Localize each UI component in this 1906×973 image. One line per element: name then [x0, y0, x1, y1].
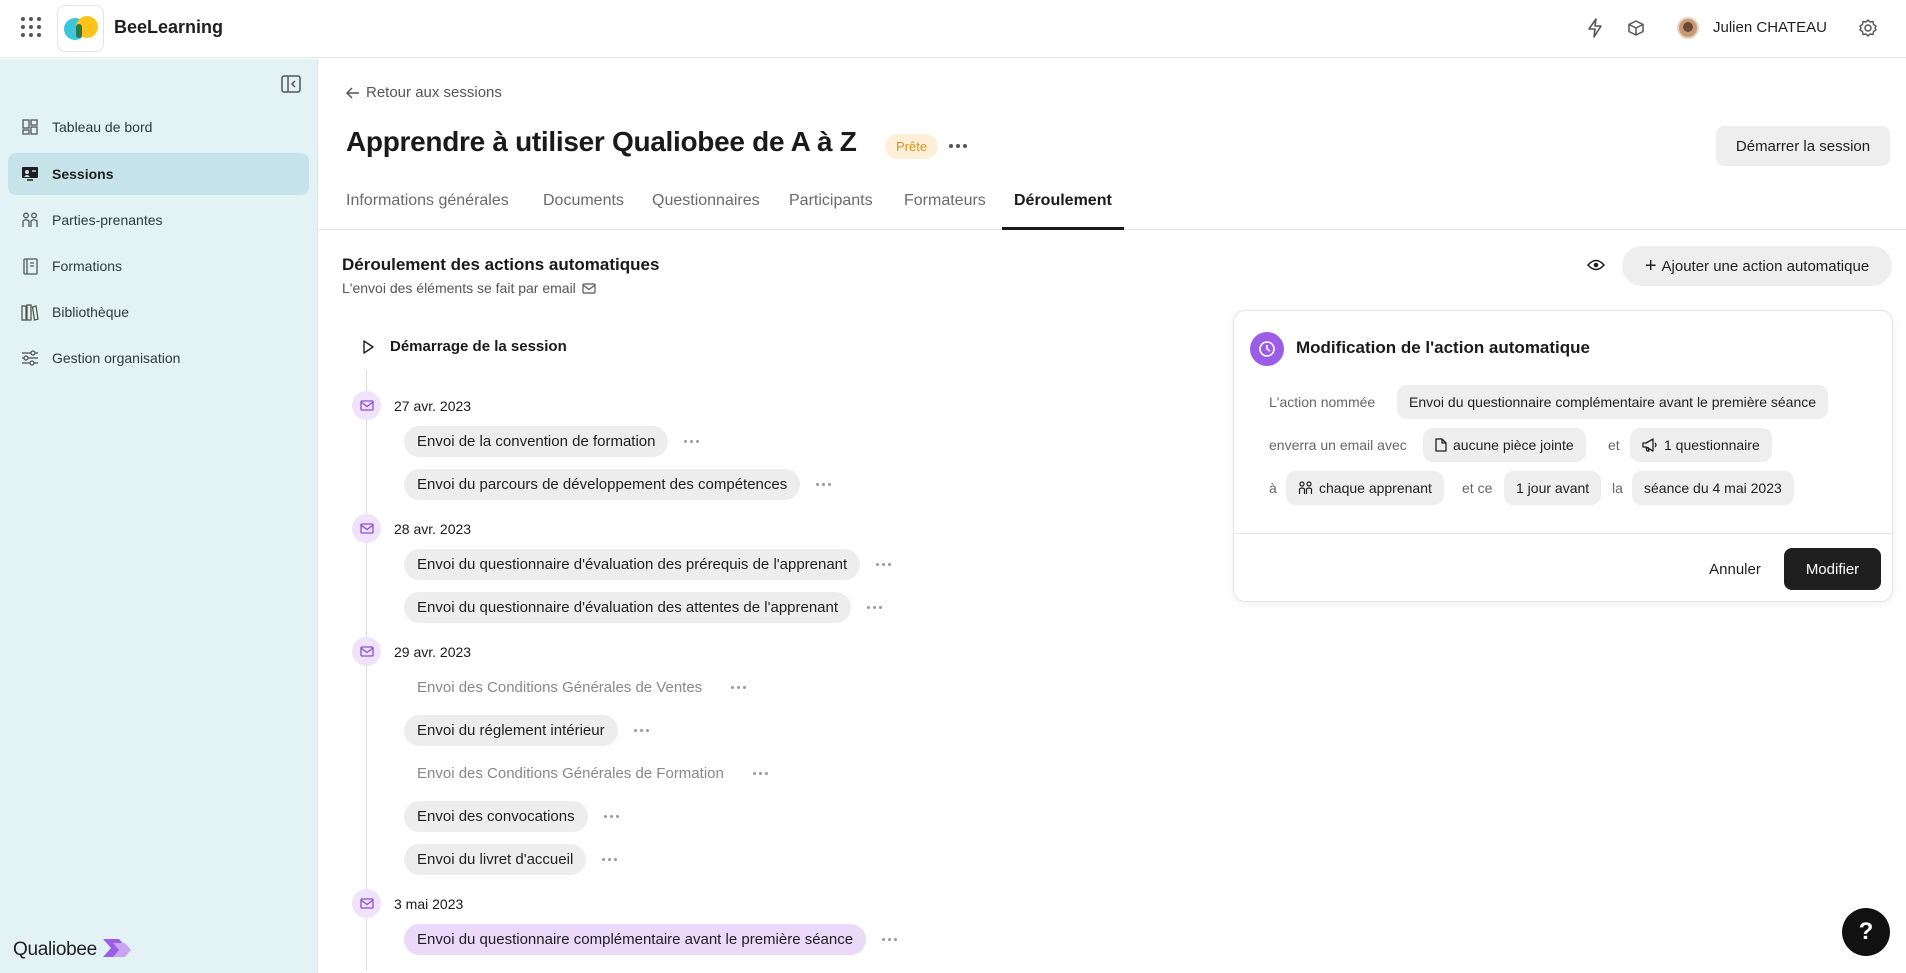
back-to-sessions-link[interactable] — [346, 84, 502, 101]
start-session-button[interactable]: Démarrer la session — [1716, 126, 1890, 166]
library-icon — [21, 303, 39, 321]
and-this-label: et ce — [1462, 480, 1493, 496]
list-item — [404, 758, 772, 789]
list-item — [404, 426, 703, 457]
and-label: et — [1608, 437, 1620, 453]
timeline-date-row — [352, 889, 463, 918]
brand-logo — [13, 937, 135, 962]
tab-trainers[interactable]: Formateurs — [904, 192, 986, 209]
session-selector[interactable]: séance du 4 mai 2023 — [1632, 471, 1794, 505]
tab-general-info[interactable]: Informations générales — [346, 192, 509, 209]
timeline-date-row — [352, 514, 471, 543]
sidebar-collapse-icon[interactable] — [281, 75, 301, 93]
more-options-icon[interactable] — [600, 811, 623, 822]
questionnaire-selector[interactable] — [1630, 428, 1772, 462]
lightning-icon[interactable] — [1583, 16, 1607, 40]
mail-icon — [352, 514, 381, 543]
timeline-line — [366, 370, 367, 970]
brand-mark-icon — [101, 937, 135, 962]
action-chip[interactable]: Envoi du questionnaire d'évaluation des prérequis de l'apprenant — [404, 549, 860, 580]
more-options-icon[interactable] — [872, 559, 895, 570]
sidebar-item-stakeholders[interactable] — [8, 199, 309, 241]
more-options-icon[interactable] — [598, 854, 621, 865]
people-icon — [21, 211, 39, 229]
panel-title: Modification de l'action automatique — [1296, 338, 1590, 357]
status-badge: Prête — [885, 134, 938, 159]
page-title: Apprendre à utiliser Qualiobee de A à Z — [346, 126, 857, 157]
tab-bar — [318, 178, 1906, 230]
timeline-start-label: Démarrage de la session — [390, 338, 567, 355]
recipient-selector[interactable] — [1286, 471, 1444, 505]
action-chip[interactable]: Envoi du parcours de développement des compétences — [404, 469, 800, 500]
section-subtitle — [342, 280, 596, 296]
list-item — [404, 592, 886, 623]
play-icon — [360, 339, 376, 355]
file-icon — [1435, 438, 1447, 452]
section-title: Déroulement des actions automatiques — [342, 255, 660, 274]
more-options-icon[interactable] — [878, 934, 901, 945]
action-chip[interactable]: Envoi des convocations — [404, 801, 588, 832]
tab-participants[interactable]: Participants — [789, 192, 873, 209]
sidebar-item-label: Formations — [52, 258, 123, 274]
sidebar-item-label: Tableau de bord — [52, 119, 153, 135]
megaphone-icon — [1642, 438, 1658, 452]
action-chip[interactable]: Envoi des Conditions Générales de Ventes — [417, 679, 703, 696]
more-options-icon[interactable] — [947, 136, 969, 156]
list-item — [404, 844, 621, 875]
more-options-icon[interactable] — [727, 682, 750, 693]
tab-schedule[interactable]: Déroulement — [1002, 192, 1124, 230]
action-chip[interactable]: Envoi du questionnaire d'évaluation des attentes de l'apprenant — [404, 592, 851, 623]
box-icon[interactable] — [1624, 16, 1648, 40]
panel-divider — [1234, 533, 1894, 534]
avatar[interactable] — [1677, 17, 1699, 39]
tab-questionnaires[interactable]: Questionnaires — [652, 192, 760, 209]
timeline-date: 29 avr. 2023 — [394, 643, 472, 660]
timeline-start[interactable] — [360, 338, 567, 355]
mail-icon — [582, 283, 596, 294]
eye-icon[interactable] — [1585, 254, 1607, 276]
sidebar-item-label: Parties-prenantes — [52, 212, 163, 228]
action-chip-selected[interactable]: Envoi du questionnaire complémentaire avant le première séance — [404, 924, 866, 955]
more-options-icon[interactable] — [863, 602, 886, 613]
people-icon — [1298, 481, 1313, 495]
edit-action-panel — [1233, 310, 1893, 602]
sidebar — [0, 59, 318, 973]
sidebar-item-dashboard[interactable] — [8, 106, 309, 148]
timeline-date: 28 avr. 2023 — [394, 520, 472, 537]
list-item — [404, 801, 623, 832]
action-chip[interactable]: Envoi des Conditions Générales de Formation — [417, 765, 724, 782]
list-item — [404, 469, 835, 500]
timeline-date: 3 mai 2023 — [394, 895, 464, 912]
timeline-date-row — [352, 637, 471, 666]
user-name[interactable]: Julien CHATEAU — [1713, 19, 1827, 36]
named-label: L'action nommée — [1269, 394, 1376, 410]
mail-icon — [352, 391, 381, 420]
sidebar-item-organisation[interactable] — [8, 337, 309, 379]
recipient-value: chaque apprenant — [1319, 480, 1432, 496]
presentation-icon — [21, 165, 39, 183]
sidebar-item-label: Gestion organisation — [52, 350, 181, 366]
action-chip[interactable]: Envoi de la convention de formation — [404, 426, 668, 457]
list-item — [404, 549, 895, 580]
back-label: Retour aux sessions — [366, 84, 502, 101]
app-name: BeeLearning — [114, 17, 224, 37]
add-action-label: Ajouter une action automatique — [1661, 257, 1870, 275]
plus-icon: + — [1644, 255, 1657, 277]
list-item — [404, 715, 653, 746]
list-item — [404, 924, 901, 955]
arrow-left-icon — [346, 87, 360, 99]
email-label: enverra un email avec — [1269, 437, 1407, 453]
sidebar-item-sessions[interactable] — [8, 153, 309, 195]
more-options-icon[interactable] — [630, 725, 653, 736]
section-subtitle-text: L'envoi des éléments se fait par email — [342, 280, 576, 296]
attachment-value: aucune pièce jointe — [1453, 437, 1574, 453]
more-options-icon[interactable] — [749, 768, 772, 779]
sidebar-item-label: Bibliothèque — [52, 304, 130, 320]
top-bar — [0, 0, 1906, 58]
questionnaire-value: 1 questionnaire — [1664, 437, 1760, 453]
action-chip[interactable]: Envoi du livret d'accueil — [404, 844, 586, 875]
attachment-selector[interactable] — [1423, 428, 1586, 462]
sidebar-item-library[interactable] — [8, 291, 309, 333]
timeline-date-row — [352, 391, 471, 420]
timeline-date: 27 avr. 2023 — [394, 397, 472, 414]
help-button[interactable]: ? — [1842, 908, 1890, 956]
sidebar-item-trainings[interactable] — [8, 245, 309, 287]
mail-icon — [352, 889, 381, 918]
action-chip[interactable]: Envoi du réglement intérieur — [404, 715, 618, 746]
sidebar-item-label: Sessions — [52, 166, 114, 182]
add-automatic-action-button[interactable] — [1622, 246, 1892, 286]
action-name-field[interactable]: Envoi du questionnaire complémentaire avant le première séance — [1397, 385, 1828, 419]
dashboard-icon — [21, 118, 39, 136]
mail-icon — [352, 637, 381, 666]
to-label: à — [1269, 480, 1277, 496]
list-item — [404, 672, 750, 703]
apps-grid-icon[interactable] — [21, 17, 41, 37]
cancel-button[interactable]: Annuler — [1690, 548, 1780, 590]
sliders-icon — [21, 349, 39, 367]
more-options-icon[interactable] — [812, 479, 835, 490]
the-label: la — [1612, 480, 1623, 496]
clock-icon — [1250, 332, 1284, 366]
tab-documents[interactable]: Documents — [543, 192, 624, 209]
book-icon — [21, 257, 39, 275]
brand-name: Qualiobee — [13, 938, 97, 960]
modify-button[interactable]: Modifier — [1784, 548, 1881, 590]
more-options-icon[interactable] — [680, 436, 703, 447]
app-logo[interactable] — [57, 5, 104, 52]
timing-selector[interactable]: 1 jour avant — [1504, 471, 1601, 505]
gear-icon[interactable] — [1856, 16, 1880, 40]
